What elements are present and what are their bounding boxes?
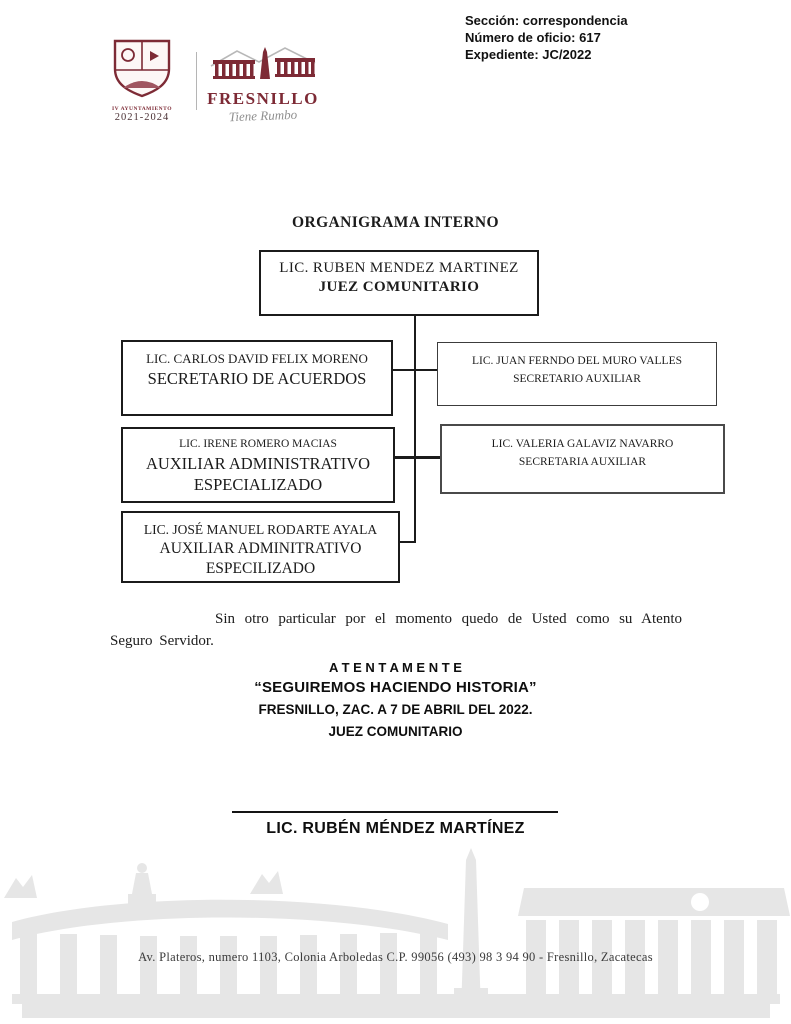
orgchart-box-secretario-auxiliar — [437, 342, 717, 406]
orgchart-connector-row2 — [393, 456, 440, 459]
orgchart-member-role: AUXILIAR ADMINISTRATIVO ESPECIALIZADO — [145, 453, 371, 494]
orgchart-member-role: SECRETARIO AUXILIAR — [513, 372, 641, 385]
orgchart-root-name: LIC. RUBEN MENDEZ MARTINEZ — [279, 260, 519, 276]
monument-logo-icon — [207, 44, 319, 86]
brand-name: FRESNILLO — [207, 89, 319, 108]
page-title: ORGANIGRAMA INTERNO — [292, 214, 499, 231]
orgchart-member-name: LIC. JUAN FERNDO DEL MURO VALLES — [472, 355, 682, 367]
orgchart-member-name: LIC. IRENE ROMERO MACIAS — [179, 438, 337, 450]
seal-term-label: IV AYUNTAMIENTO — [111, 106, 173, 112]
orgchart-root-role: JUEZ COMUNITARIO — [318, 279, 480, 296]
seal-years-label: 2021-2024 — [114, 112, 170, 123]
signoff-salutation: A T E N T A M E N T E — [329, 660, 462, 675]
orgchart-member-name: LIC. VALERIA GALAVIZ NAVARRO — [491, 438, 674, 450]
footer-address: Av. Plateros, numero 1103, Colonia Arboledas C.P. 99056 (493) 98 3 94 90 - Fresnillo, Zacatecas — [138, 950, 653, 964]
signoff-role: JUEZ COMUNITARIO — [328, 724, 463, 739]
meta-section: Sección: correspondencia — [465, 13, 628, 28]
signature-line — [232, 811, 558, 813]
orgchart-box-secretario-acuerdos — [121, 340, 393, 416]
orgchart-connector-row3 — [398, 541, 416, 543]
orgchart-member-role: SECRETARIO DE ACUERDOS — [147, 368, 367, 388]
orgchart-member-name: LIC. CARLOS DAVID FELIX MORENO — [146, 351, 368, 366]
meta-file: Expediente: JC/2022 — [465, 47, 592, 62]
meta-office-number: Número de oficio: 617 — [465, 30, 601, 45]
logo-divider — [196, 52, 197, 110]
orgchart-connector-row1 — [391, 369, 437, 371]
brand-slogan: Tiene Rumbo — [228, 106, 298, 125]
brand-logo — [204, 44, 322, 124]
orgchart-box-auxiliar-administrativo — [121, 427, 395, 503]
orgchart-member-name: LIC. JOSÉ MANUEL RODARTE AYALA — [143, 522, 378, 537]
orgchart-box-root — [259, 250, 539, 316]
orgchart-trunk-line — [414, 312, 416, 543]
header-meta — [465, 12, 765, 63]
orgchart-box-auxiliar-especializado — [121, 511, 400, 583]
closing-paragraph: Sin otro particular por el momento quedo de Usted como su Atento Seguro Servidor. — [110, 611, 682, 649]
coat-of-arms-icon — [109, 36, 175, 100]
orgchart-member-role: AUXILIAR ADMINITRATIVO ESPECILIZADO — [159, 540, 362, 578]
signoff-place-date: FRESNILLO, ZAC. A 7 DE ABRIL DEL 2022. — [258, 702, 533, 717]
municipal-seal — [96, 36, 188, 123]
signoff-motto: “SEGUIREMOS HACIENDO HISTORIA” — [254, 679, 537, 696]
signoff-block — [0, 660, 791, 739]
orgchart-member-role: SECRETARIA AUXILIAR — [518, 455, 647, 468]
signatory-name: LIC. RUBÉN MÉNDEZ MARTÍNEZ — [266, 820, 525, 837]
monument-watermark — [0, 842, 791, 1020]
orgchart-box-secretaria-auxiliar — [440, 424, 725, 494]
